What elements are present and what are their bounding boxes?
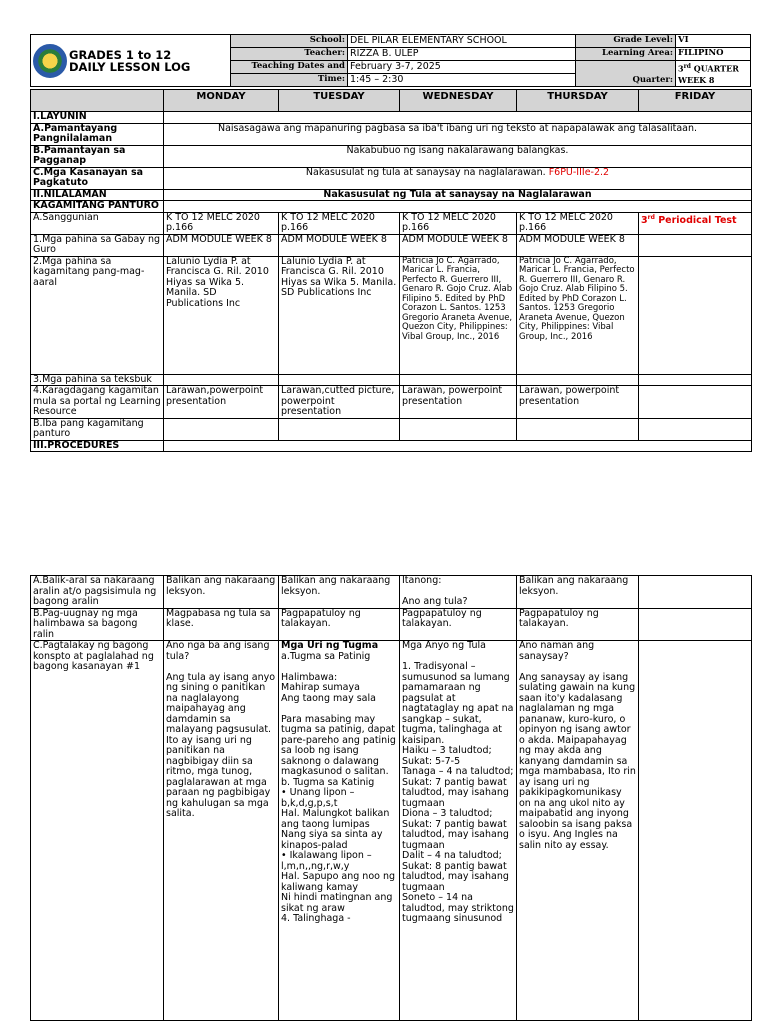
sanggunian-thu: K TO 12 MELC 2020 p.166 — [517, 212, 639, 234]
tugma-title: Mga Uri ng Tugma — [281, 640, 379, 651]
kagamitang-panturo-label: KAGAMITANG PANTURO — [31, 201, 164, 213]
nilalaman-value: Nakasusulat ng Tula at sanaysay na Naglalarawan — [164, 189, 752, 201]
time-value: 1:45 – 2:30 — [348, 74, 576, 87]
gabay-wed: ADM MODULE WEEK 8 — [400, 234, 517, 256]
lesson-log-table — [30, 89, 752, 452]
dates-value: February 3-7, 2025 — [348, 61, 576, 74]
kagamitang-mag-aaral-label: 2.Mga pahina sa kagamitang pang-mag-aaral — [31, 256, 164, 374]
pagtalakay-fri — [639, 641, 752, 1021]
tugma-body: a.Tugma sa Patinig Halimbawa: Mahirap sumaya Ang taong may sala Para masabing may tugma sa patinig, dapat pare-pareho ang patinig sa loob ng isang saknong o dalawang magkasunod o salitan. b. Tugma sa Katinig • Unang lipon – b,k,d,g,p,s,t Hal. Malungkot balikan ang taong lumipas Nang siya sa sinta ay kinapos-palad • Ikalawang lipon – l,m,n,,ng,r,w,y Hal. Sapupo ang noo ng kaliwang kamay Ni hindi matingnan ang sikat ng araw 4. Talinghaga - — [281, 650, 396, 924]
competency-code: F6PU-IIIe-2.2 — [548, 166, 610, 178]
sanggunian-wed: K TO 12 MELC 2020 p.166 — [400, 212, 517, 234]
iba-tue — [279, 418, 400, 440]
teksbuk-tue — [279, 374, 400, 386]
gabay-mon: ADM MODULE WEEK 8 — [164, 234, 279, 256]
nilalaman-label: II.NILALAMAN — [31, 189, 164, 201]
teksbuk-label: 3.Mga pahina sa teksbuk — [31, 374, 164, 386]
balik-aral-label: A.Balik-aral sa nakaraang aralin at/o pagsisimula ng bagong aralin — [31, 576, 164, 609]
portal-wed: Larawan, powerpoint presentation — [400, 386, 517, 419]
kag-tue: Lalunio Lydia P. at Francisca G. Ril. 2010 Hiyas sa Wika 5. Manila. SD Publications Inc — [279, 256, 400, 374]
pag-uugnay-thu: Pagpapatuloy ng talakayan. — [517, 608, 639, 641]
iba-fri — [639, 418, 752, 440]
iba-wed — [400, 418, 517, 440]
iba-mon — [164, 418, 279, 440]
balik-aral-thu: Balikan ang nakaraang leksyon. — [517, 576, 639, 609]
balik-aral-fri — [639, 576, 752, 609]
school-label: School: — [231, 35, 348, 48]
teksbuk-wed — [400, 374, 517, 386]
layunin-empty — [164, 112, 752, 124]
quarter-label: Quarter: — [576, 61, 676, 87]
pagtalakay-label: C.Pagtalakay ng bagong konspto at paglalahad ng bagong kasanayan #1 — [31, 641, 164, 1021]
pag-uugnay-tue: Pagpapatuloy ng talakayan. — [279, 608, 400, 641]
gabay-thu: ADM MODULE WEEK 8 — [517, 234, 639, 256]
procedures-empty — [164, 440, 752, 452]
pag-uugnay-fri — [639, 608, 752, 641]
area-value: FILIPINO — [676, 48, 751, 61]
iba-kagamitan-label: B.Iba pang kagamitang panturo — [31, 418, 164, 440]
balik-aral-mon: Balikan ang nakaraang leksyon. — [164, 576, 279, 609]
day-header-friday: FRIDAY — [639, 90, 752, 112]
portal-mon: Larawan,powerpoint presentation — [164, 386, 279, 419]
header-title-cell — [31, 35, 231, 87]
portal-thu: Larawan, powerpoint presentation — [517, 386, 639, 419]
pagtalakay-thu: Ano naman ang sanaysay? Ang sanaysay ay isang sulating gawain na kung saan ito'y kadalasang naglalaman ng mga pananaw, kuro-kuro, o opinyon ng isang awtor o akda. Maipapahayag ng may akda ang kanyang damdamin sa mga mambabasa, Ito rin ay isang uri ng pakikipagkomunikasy on na ang ukol nito ay maipabatid ang inyong saloobin sa isang paksa o isyu. Ang Ingles na salin nito ay essay. — [517, 641, 639, 1021]
balik-aral-tue: Balikan ang nakaraang leksyon. — [279, 576, 400, 609]
teacher-value: RIZZA B. ULEP — [348, 48, 576, 61]
kagamitang-panturo-empty — [164, 201, 752, 213]
doc-title: GRADES 1 to 12 DAILY LESSON LOG — [69, 47, 191, 74]
teksbuk-fri — [639, 374, 752, 386]
grade-label: Grade Level: — [576, 35, 676, 48]
sanggunian-tue: K TO 12 MELC 2020 p.166 — [279, 212, 400, 234]
day-header-tuesday: TUESDAY — [279, 90, 400, 112]
area-label: Learning Area: — [576, 48, 676, 61]
procedures-table — [30, 575, 752, 1021]
grade-value: VI — [676, 35, 751, 48]
procedures-label: III.PROCEDURES — [31, 440, 164, 452]
pagtalakay-mon: Ano nga ba ang isang tula? Ang tula ay isang anyo ng sining o panitikan na naglalayong maipahayag ang damdamin sa malayang pagsusulat. Ito ay isang uri ng panitikan na nagbibigay diin sa ritmo, mga tunog, paglalarawan at mga paraan ng pagbibigay ng kahulugan sa mga salita. — [164, 641, 279, 1021]
pagtalakay-tue — [279, 641, 400, 1021]
gabay-fri — [639, 234, 752, 256]
pag-uugnay-label: B.Pag-uugnay ng mga halimbawa sa bagong ralin — [31, 608, 164, 641]
pamantayang-pangnilalaman-label: A.Pamantayang Pangnilalaman — [31, 123, 164, 145]
header-block — [30, 34, 750, 87]
portal-fri — [639, 386, 752, 419]
pagtalakay-wed: Mga Anyo ng Tula 1. Tradisyonal – sumusunod sa lumang pamamaraan ng pagsulat at nagtataglay ng apat na sangkap – sukat, tugma, talinghaga at kaisipan. Haiku – 3 taludtod; Sukat: 5-7-5 Tanaga – 4 na taludtod; Sukat: 7 pantig bawat taludtod, may isahang tugmaan Diona – 3 taludtod; Sukat: 7 pantig bawat taludtod, may isahang tugmaan Dalit – 4 na taludtod; Sukat: 8 pantig bawat taludtod, may isahang tugmaan Soneto – 14 na taludtod, may striktong tugmaang sinusunod — [400, 641, 517, 1021]
day-header-thursday: THURSDAY — [517, 90, 639, 112]
pag-uugnay-mon: Magpabasa ng tula sa klase. — [164, 608, 279, 641]
day-header-wednesday: WEDNESDAY — [400, 90, 517, 112]
time-label: Time: — [231, 74, 348, 87]
gabay-tue: ADM MODULE WEEK 8 — [279, 234, 400, 256]
school-value: DEL PILAR ELEMENTARY SCHOOL — [348, 35, 576, 48]
dates-label: Teaching Dates and — [231, 61, 348, 74]
pamantayan-pagganap-label: B.Pamantayan sa Pagganap — [31, 145, 164, 167]
deped-seal-logo — [33, 44, 67, 78]
iba-thu — [517, 418, 639, 440]
corner-cell — [31, 90, 164, 112]
kasanayan-label: C.Mga Kasanayan sa Pagkatuto — [31, 167, 164, 189]
balik-aral-wed: Itanong: Ano ang tula? — [400, 576, 517, 609]
portal-tue: Larawan,cutted picture, powerpoint presentation — [279, 386, 400, 419]
teacher-label: Teacher: — [231, 48, 348, 61]
kag-thu: Patricia Jo C. Agarrado, Maricar L. Francia, Perfecto R. Guerrero III, Genaro R. Gojo Cruz. Alab Filipino 5. Edited by PhD Corazon L. Santos. 1253 Gregorio Araneta Avenue, Quezon City, Philippines: Vibal Group, Inc., 2016 — [517, 256, 639, 374]
header-table — [30, 34, 751, 87]
sanggunian-label: A.Sanggunian — [31, 212, 164, 234]
pamantayan-pagganap-value: Nakabubuo ng isang nakalarawang balangkas. — [164, 145, 752, 167]
kag-wed: Patricia Jo C. Agarrado, Maricar L. Francia, Perfecto R. Guerrero III, Genaro R. Gojo Cruz. Alab Filipino 5. Edited by PhD Corazon L. Santos. 1253 Gregorio Araneta Avenue, Quezon City, Philippines: Vibal Group, Inc., 2016 — [400, 256, 517, 374]
kag-fri — [639, 256, 752, 374]
kag-mon: Lalunio Lydia P. at Francisca G. Ril. 2010 Hiyas sa Wika 5. Manila. SD Publications Inc — [164, 256, 279, 374]
teksbuk-thu — [517, 374, 639, 386]
quarter-value: 3rd QUARTER WEEK 8 — [676, 61, 751, 87]
layunin-label: I.LAYUNIN — [31, 112, 164, 124]
sanggunian-mon: K TO 12 MELC 2020 p.166 — [164, 212, 279, 234]
teksbuk-mon — [164, 374, 279, 386]
kasanayan-value: Nakasusulat ng tula at sanaysay na naglalarawan. F6PU-IIIe-2.2 — [164, 167, 752, 189]
gabay-guro-label: 1.Mga pahina sa Gabay ng Guro — [31, 234, 164, 256]
periodical-test-note: 3rd Periodical Test — [639, 212, 752, 234]
pag-uugnay-wed: Pagpapatuloy ng talakayan. — [400, 608, 517, 641]
portal-label: 4.Karagdagang kagamitan mula sa portal ng Learning Resource — [31, 386, 164, 419]
day-header-monday: MONDAY — [164, 90, 279, 112]
pamantayang-pangnilalaman-value: Naisasagawa ang mapanuring pagbasa sa iba't ibang uri ng teksto at napapalawak ang talasalitaan. — [164, 123, 752, 145]
